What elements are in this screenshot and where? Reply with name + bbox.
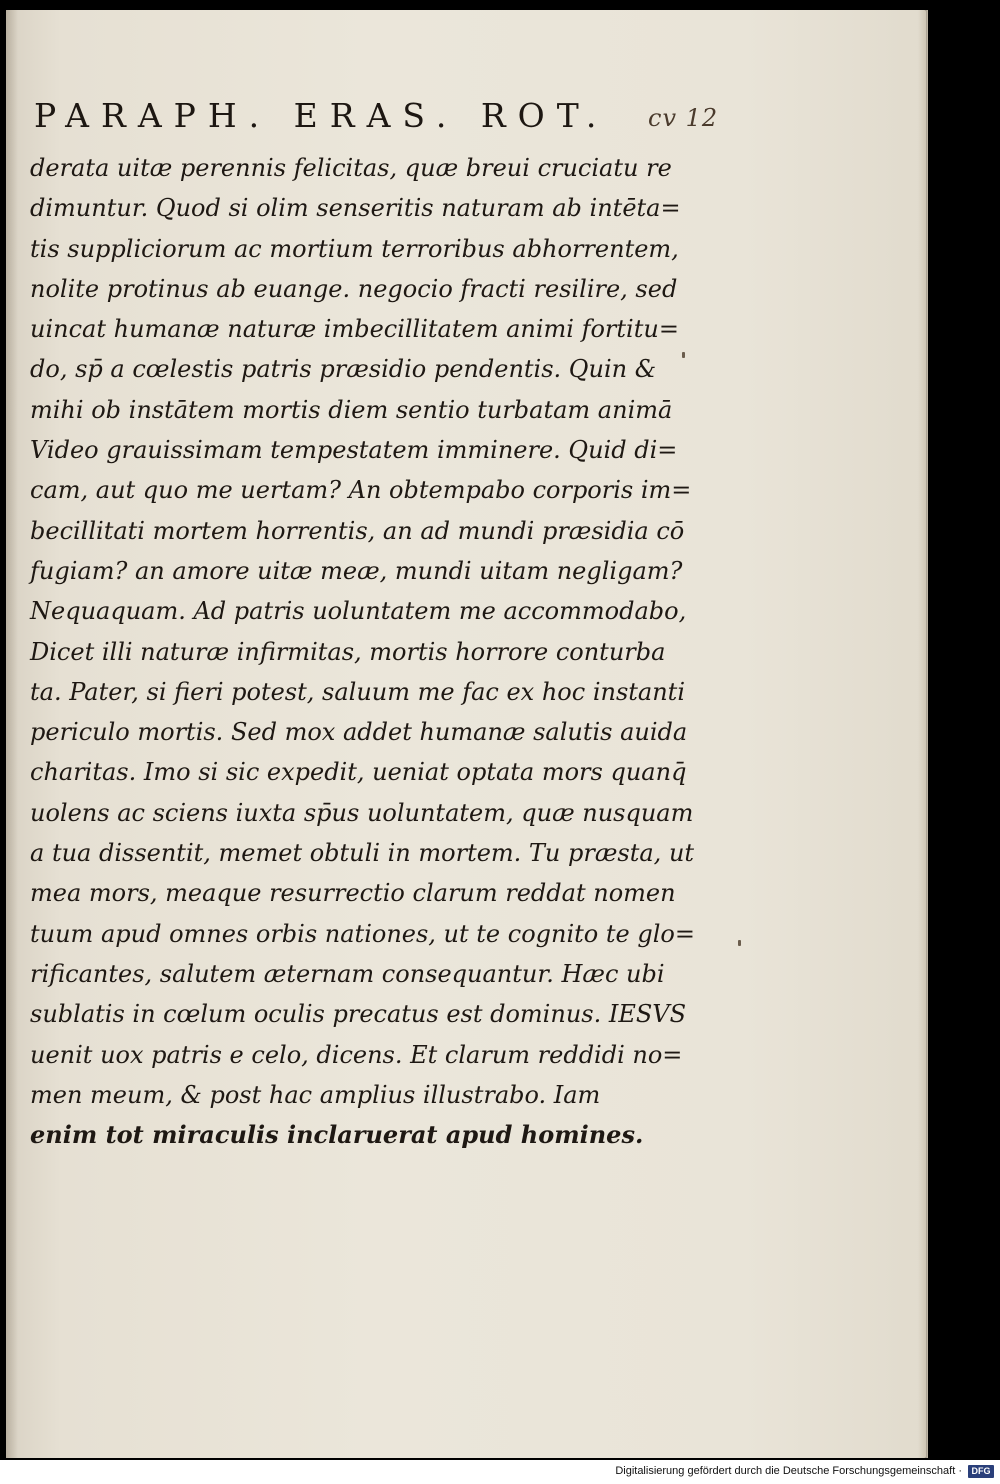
text-line: nolite protinus ab euange. negocio fracti resilire, sed bbox=[30, 274, 678, 303]
running-header: PARAPH. ERAS. ROT. bbox=[34, 96, 609, 135]
text-line: Nequaquam. Ad patris uoluntatem me accommodabo, bbox=[30, 597, 687, 626]
text-line: ta. Pater, si fieri potest, saluum me fac ex hoc instanti bbox=[30, 677, 685, 706]
text-line: uenit uox patris e celo, dicens. Et clarum reddidi no= bbox=[30, 1040, 683, 1069]
text-line: mea mors, meaque resurrectio clarum reddat nomen bbox=[30, 879, 676, 908]
text-line: Video grauissimam tempestatem imminere. Quid di= bbox=[30, 436, 678, 465]
text-line: uincat humanæ naturæ imbecillitatem animi fortitu= bbox=[30, 315, 679, 344]
dfg-logo: DFG bbox=[968, 1465, 994, 1478]
text-line: tuum apud omnes orbis nationes, ut te cognito te glo= bbox=[30, 919, 695, 948]
text-line: periculo mortis. Sed mox addet humanæ salutis auida bbox=[30, 718, 688, 747]
text-line: cam, aut quo me uertam? An obtempabo corporis im= bbox=[30, 476, 692, 505]
text-line: derata uitæ perennis felicitas, quæ breui cruciatu re bbox=[30, 154, 672, 182]
text-line: tis suppliciorum ac mortium terroribus abhorrentem, bbox=[30, 234, 679, 263]
text-line: charitas. Imo si sic expedit, ueniat optata mors quanq̄ bbox=[30, 758, 687, 787]
ink-speck bbox=[738, 940, 741, 946]
text-line: do, sp̄ a cœlestis patris præsidio pendentis. Quin & bbox=[30, 355, 657, 384]
handwritten-folio-number: cv 12 bbox=[648, 104, 719, 132]
ink-speck bbox=[682, 352, 685, 358]
footer-credit: Digitalisierung gefördert durch die Deutsche Forschungsgemeinschaft · bbox=[615, 1465, 962, 1477]
text-line: fugiam? an amore uitæ meæ, mundi uitam negligam? bbox=[30, 556, 683, 585]
page-body-text bbox=[30, 148, 695, 1155]
text-line: mihi ob instātem mortis diem sentio turbatam animā bbox=[30, 395, 673, 424]
page-fore-edge bbox=[918, 10, 928, 1458]
text-line: men meum, & post hac amplius illustrabo. Iam bbox=[30, 1080, 601, 1109]
text-line: sublatis in cœlum oculis precatus est dominus. IESVS bbox=[30, 1000, 687, 1029]
page-gutter-shadow bbox=[6, 10, 18, 1458]
text-line: becillitati mortem horrentis, an ad mundi præsidia cō bbox=[30, 516, 685, 545]
text-line: enim tot miraculis inclaruerat apud homines. bbox=[30, 1120, 644, 1150]
text-line: rificantes, salutem æternam consequantur. Hæc ubi bbox=[30, 959, 665, 988]
text-line: Dicet illi naturæ infirmitas, mortis horrore conturba bbox=[30, 637, 666, 666]
text-line: a tua dissentit, memet obtuli in mortem. Tu præsta, ut bbox=[30, 839, 695, 868]
text-line: dimuntur. Quod si olim senseritis naturam ab intēta= bbox=[30, 194, 681, 223]
text-line: uolens ac sciens iuxta sp̄us uoluntatem, quæ nusquam bbox=[30, 798, 694, 827]
footer-bar bbox=[0, 1460, 1000, 1484]
